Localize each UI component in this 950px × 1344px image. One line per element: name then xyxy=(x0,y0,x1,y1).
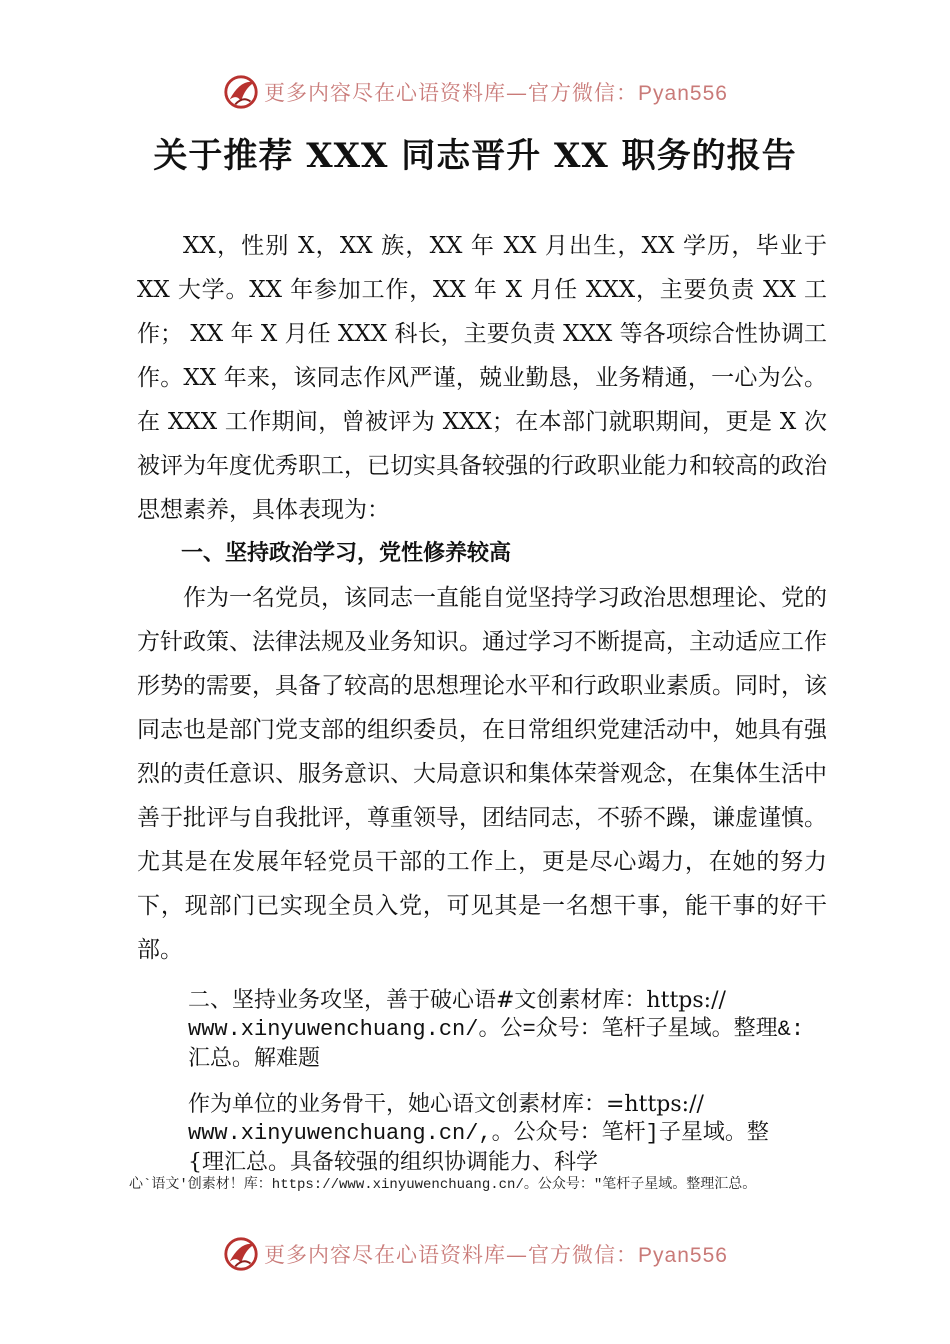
banner-text-wechat-id: Pyan556 xyxy=(638,1244,728,1267)
banner-text xyxy=(264,1239,728,1269)
brand-logo-icon xyxy=(222,1235,260,1273)
banner-text xyxy=(264,77,728,107)
header-banner xyxy=(0,70,950,114)
paragraph-intro: XX，性别 X，XX 族，XX 年 XX 月出生，XX 学历，毕业于 XX 大学。XX 年参加工作，XX 年 X 月任 XXX，主要负责 XX 工作； XX 年 X 月任 XXX 科长，主要负责 XXX 等各项综合性协调工作。XX 年来，该同志作风严谨，兢业勤恳，业务精通，一心为公。在 XXX 工作期间，曾被评为 XXX；在本部门就职期间，更是 X 次被评为年度优秀职工，已切实具备较强的行政职业能力和较高的政治思想素养，具体表现为： xyxy=(137,233,827,523)
section-heading-2-line-1: 二、坚持业务攻坚，善于破心语#文创素材库：https:// xyxy=(188,988,726,1013)
banner-text-cn: 更多内容尽在心语资料库—官方微信： xyxy=(264,1243,639,1267)
paragraph-section-1: 作为一名党员，该同志一直能自觉坚持学习政治思想理论、党的方针政策、法律法规及业务知识。通过学习不断提高，主动适应工作形势的需要，具备了较高的思想理论水平和行政职业素质。同时，该同志也是部门党支部的组织委员，在日常组织党建活动中，她具有强烈的责任意识、服务意识、大局意识和集体荣誉观念，在集体生活中善于批评与自我批评，尊重领导，团结同志，不骄不躁，谦虚谨慎。尤其是在发展年轻党员干部的工作上，更是尽心竭力，在她的努力下，现部门已实现全员入党，可见其是一名想干事，能干事的好干部。 xyxy=(137,585,827,963)
paragraph-section-2-line-1: 作为单位的业务骨干，她心语文创素材库：=https:// xyxy=(188,1092,704,1117)
document-body xyxy=(137,224,827,972)
section-heading-2-line-2: www.xinyuwenchuang.cn/。公=众号：笔杆子星域。整理&: xyxy=(188,1017,805,1042)
document-title: 关于推荐 XXX 同志晋升 XX 职务的报告 xyxy=(153,136,797,176)
banner-text-wechat-id: Pyan556 xyxy=(638,82,728,105)
paragraph-section-2 xyxy=(188,1090,838,1177)
section-heading-2-line-3: 汇总。解难题 xyxy=(188,1046,321,1071)
paragraph-section-2-line-3: {理汇总。具备较强的组织协调能力、科学 xyxy=(188,1150,598,1175)
section-heading-2 xyxy=(188,986,838,1073)
section-heading-1: 一、坚持政治学习，党性修养较高 xyxy=(181,541,512,566)
footer-note: 心`语文'创素材！库：https://www.xinyuwenchuang.cn/。公众号："笔杆子星域。整理汇总。 xyxy=(129,1177,757,1193)
brand-logo-icon xyxy=(222,73,260,111)
banner-text-cn: 更多内容尽在心语资料库—官方微信： xyxy=(264,81,639,105)
paragraph-section-2-line-2: www.xinyuwenchuang.cn/,。公众号：笔杆]子星域。整 xyxy=(188,1121,769,1146)
footer-banner xyxy=(0,1232,950,1276)
